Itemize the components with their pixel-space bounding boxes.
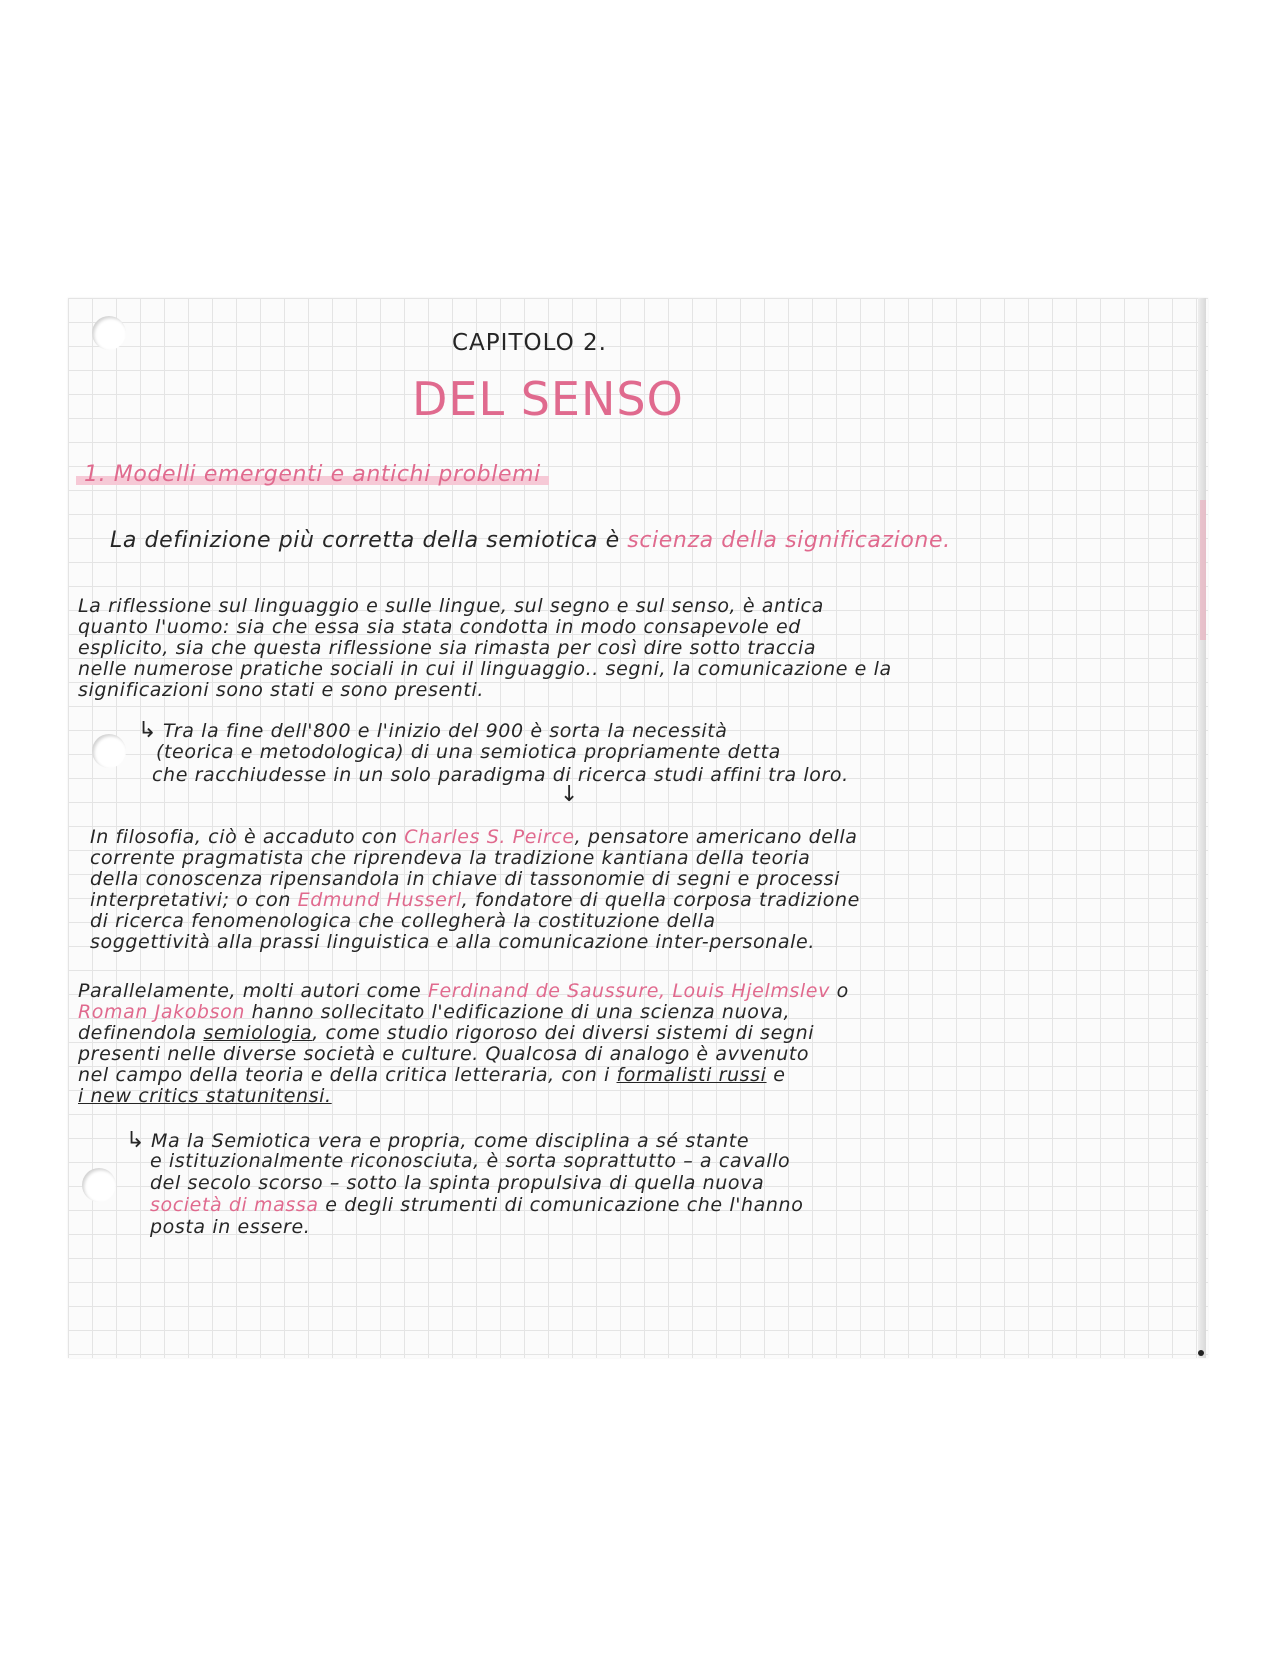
paragraph3-text: e [773,1064,786,1086]
paragraph3-line [78,1001,790,1023]
term-societa-di-massa: società di massa [150,1194,319,1216]
note1-line: che racchiudesse in un solo paradigma di ricerca studi affini tra loro. [152,764,849,786]
paragraph1-line: quanto l'uomo: sia che essa sia stata condotta in modo consapevole ed [78,616,801,638]
note1-text: Tra la fine dell'800 e l'inizio del 900 è sorta la necessità [163,720,728,742]
term-semiologia: semiologia [203,1022,313,1044]
paragraph3-line: presenti nelle diverse società e culture. Qualcosa di analogo è avvenuto [78,1043,810,1065]
paragraph1-line: significazioni sono stati e sono presenti. [78,679,484,701]
paragraph2-line: corrente pragmatista che riprendeva la tradizione kantiana della teoria [90,847,811,869]
paragraph1-line: esplicito, sia che questa riflessione sia rimasta per così dire sotto traccia [78,637,817,659]
paragraph2-text: , fondatore di quella corposa tradizione [461,889,860,911]
section-heading: 1. Modelli emergenti e antichi problemi [76,462,549,487]
corner-arrow-icon: ↳ [126,1128,146,1153]
paragraph2-line: soggettività alla prassi linguistica e alla comunicazione inter-personale. [90,931,815,953]
term-new-critics: i new critics statunitensi. [78,1085,332,1107]
binder-hole-bottom [82,1168,116,1202]
paragraph2-line [90,826,858,848]
note2-line: posta in essere. [150,1216,311,1238]
note2-line: del secolo scorso – sotto la spinta propulsiva di quella nuova [150,1172,765,1194]
corner-mark [1198,1350,1204,1356]
paragraph2-line [90,889,860,911]
paragraph2-text: , pensatore americano della [574,826,858,848]
note2-line: e istituzionalmente riconosciuta, è sorta soprattutto – a cavallo [150,1150,791,1172]
binder-hole-middle [92,734,126,768]
paragraph1-line: nelle numerose pratiche sociali in cui il linguaggio.. segni, la comunicazione e la [78,658,892,680]
chapter-label: CAPITOLO 2. [452,330,607,356]
paragraph3-text: hanno sollecitato l'edificazione di una scienza nuova, [251,1001,791,1023]
paragraph3-text: definendola [78,1022,197,1044]
paragraph3-text: o [836,980,849,1002]
page-edge-shadow [1198,298,1206,1358]
paragraph3-line [78,1064,785,1086]
paragraph2-text: In filosofia, ciò è accaduto con [90,826,398,848]
paragraph2-text: interpretativi; o con [90,889,291,911]
term-formalisti: formalisti russi [616,1064,767,1086]
note1-line: (teorica e metodologica) di una semiotica propriamente detta [156,741,781,763]
author-name-peirce: Charles S. Peirce [404,826,575,848]
note1-line [138,718,728,743]
paragraph3-line [78,1085,332,1107]
corner-arrow-icon: ↳ [138,718,158,743]
author-name-jakobson: Roman Jakobson [78,1001,245,1023]
paragraph3-line [78,1022,814,1044]
chapter-title: DEL SENSO [412,372,684,426]
down-arrow-icon: ↓ [560,782,579,807]
paragraph3-line [78,980,849,1002]
paragraph3-text: , come studio rigoroso dei diversi sistemi di segni [312,1022,815,1044]
note2-line [150,1194,803,1216]
paragraph1-line: La riflessione sul linguaggio e sulle lingue, sul segno e sul senso, è antica [78,595,824,617]
definition-text: La definizione più corretta della semiotica è [110,528,620,553]
paragraph2-line: di ricerca fenomenologica che collegherà la costituzione della [90,910,716,932]
page-edge-marker [1200,500,1206,640]
binder-hole-top [92,316,126,350]
paragraph3-text: nel campo della teoria e della critica letteraria, con i [78,1064,610,1086]
author-name-husserl: Edmund Husserl [297,889,462,911]
paragraph2-line: della conoscenza ripensandola in chiave di tassonomie di segni e processi [90,868,841,890]
paragraph3-text: Parallelamente, molti autori come [78,980,422,1002]
note2-text: e degli strumenti di comunicazione che l'hanno [325,1194,804,1216]
definition-line [110,528,951,553]
definition-highlight: scienza della significazione. [627,528,951,553]
author-names: Ferdinand de Saussure, Louis Hjelmslev [427,980,830,1002]
note2-text: Ma la Semiotica vera e propria, come disciplina a sé stante [151,1130,750,1152]
